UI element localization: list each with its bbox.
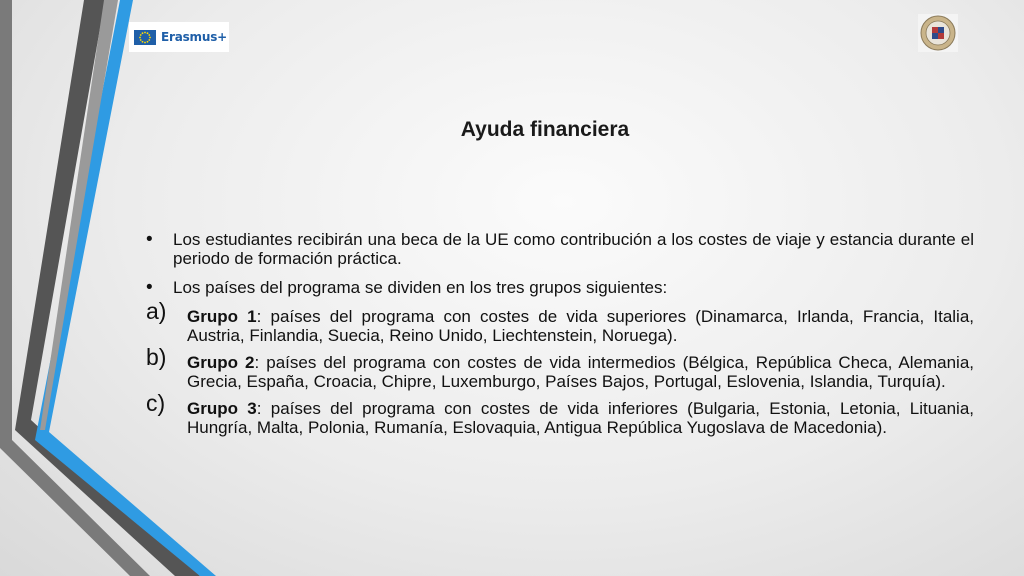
slide-content: [146, 230, 974, 445]
group-text: : países del programa con costes de vida intermedios (Bélgica, República Checa, Alemania, Grecia, España, Croacia, Chipre, Luxemburgo, Países Bajos, Portugal, Eslovenia, Islandia, Turquía).: [187, 353, 974, 391]
group-name: Grupo 2: [187, 353, 255, 372]
erasmus-logo-text: Erasmus+: [161, 30, 227, 44]
bullet-item: [146, 278, 974, 297]
school-seal-icon: [918, 14, 958, 52]
bullet-text: Los estudiantes recibirán una beca de la UE como contribución a los costes de viaje y estancia durante el periodo de formación práctica.: [173, 230, 974, 268]
bullet-text: Los países del programa se dividen en los tres grupos siguientes:: [173, 278, 668, 297]
erasmus-logo: [129, 22, 229, 52]
group-text: : países del programa con costes de vida inferiores (Bulgaria, Estonia, Letonia, Lituania, Hungría, Malta, Polonia, Rumanía, Eslovaquia, Antigua República Yugoslava de Macedonia).: [187, 399, 975, 437]
group-name: Grupo 1: [187, 307, 257, 326]
slide-title: Ayuda financiera: [460, 118, 630, 141]
group-letter: b): [146, 344, 167, 370]
group-letter: a): [146, 298, 167, 324]
group-text: : países del programa con costes de vida superiores (Dinamarca, Irlanda, Francia, Italia, Austria, Finlandia, Suecia, Reino Unido, Liechtenstein, Noruega).: [187, 307, 975, 345]
bullet-item: [146, 230, 974, 268]
bullet-marker: •: [146, 277, 153, 298]
bullet-marker: •: [146, 229, 153, 250]
group-letter: c): [146, 390, 166, 416]
group-item: [146, 390, 975, 437]
group-name: Grupo 3: [187, 399, 257, 418]
eu-flag-icon: [134, 30, 156, 45]
group-item: [146, 298, 975, 345]
group-item: [146, 344, 974, 391]
